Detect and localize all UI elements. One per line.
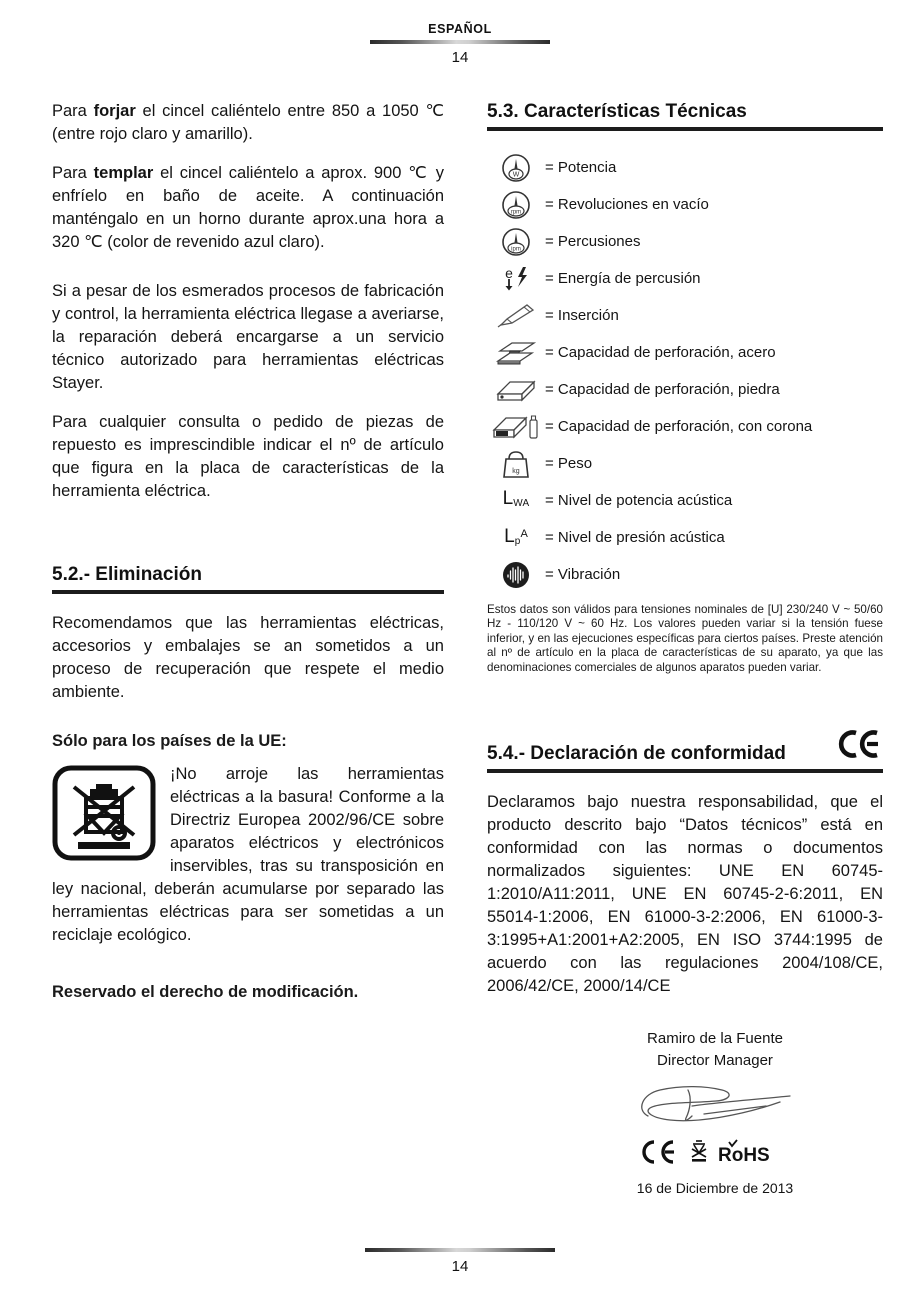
legend-label: = Capacidad de perforación, con corona — [545, 418, 813, 435]
legend-row — [487, 556, 883, 593]
declaration-paragraph: Declaramos bajo nuestra responsabilidad, que el producto descrito bajo “Datos técnicos” está en conformidad con las normas o documentos normalizados siguientes: UNE EN 60745-1:2010/A11:2011, UNE EN 60745-2-6:2011, EN 55014-1:2006, EN 61000-3-2:2006, EN 61000-3-3:1995+A1:2001+A2:2005, EN ISO 3744:1995 de acuerdo con las regulaciones 2004/108/CE, 2006/42/CE, 2000/14/CE — [487, 793, 883, 996]
signature-block — [487, 1028, 883, 1198]
legend-row — [487, 334, 883, 371]
legend-row — [487, 445, 883, 482]
lwa-symbol: $L_{WA}$ — [502, 487, 530, 509]
legend-row — [487, 260, 883, 297]
legend-row — [487, 149, 883, 186]
right-column — [487, 100, 883, 1198]
weee-bin-icon — [52, 765, 156, 866]
compliance-marks — [547, 1137, 883, 1172]
section-52-rule — [52, 590, 444, 594]
section-53-heading — [487, 100, 883, 124]
reserved-rights-note: Reservado el derecho de modificación. — [52, 983, 359, 1001]
fine-print-note: Estos datos son válidos para tensiones nominales de [U] 230/240 V ~ 50/60 Hz - 110/120 V ~ 60 Hz. Los valores pueden variar si la tensión fuese inferior, y en las ejecuciones específicas para ciertos países. Preste atención al nº de artículo en la placa de características de su aparato, ya que las denominaciones comerciales de algunos aparatos pueden variar. — [487, 603, 883, 674]
section-52-heading — [52, 563, 444, 587]
eu-countries-heading: Sólo para los países de la UE: — [52, 732, 287, 750]
stone-block-icon — [487, 374, 545, 406]
power-gauge-icon — [487, 152, 545, 184]
page-header — [0, 22, 920, 66]
legend-row — [487, 186, 883, 223]
legend-row — [487, 408, 883, 445]
legend-row — [487, 519, 883, 556]
handwritten-signature — [547, 1076, 883, 1135]
legend-row — [487, 223, 883, 260]
paragraph-forjar — [52, 100, 444, 146]
section-54-rule — [487, 769, 883, 773]
legend-row — [487, 371, 883, 408]
svg-text:RoHS: RoHS — [718, 1145, 770, 1167]
legend-label: = Peso — [545, 455, 593, 472]
templar-lead: Para — [52, 164, 94, 182]
legend-label: = Energía de percusión — [545, 270, 701, 287]
vibration-icon — [487, 560, 545, 590]
header-page-number: 14 — [451, 49, 469, 66]
paragraph-recomendamos: Recomendamos que las herramientas eléctricas, accesorios y embalajes se an sometidos a un proceso de recuperación que respete el medio ambiente. — [52, 614, 444, 701]
paragraph-averia: Si a pesar de los esmerados procesos de fabricación y control, la herramienta eléctrica llegase a averiarse, la reparación deberá encargarse a un servicio técnico autorizado para herramientas eléctricas Stayer. — [52, 282, 444, 392]
svg-text:e: e — [505, 264, 513, 281]
symbol-legend — [487, 149, 883, 593]
core-bit-icon — [487, 410, 545, 444]
legend-label: = Capacidad de perforación, acero — [545, 344, 776, 361]
svg-text:W: W — [512, 171, 520, 178]
lpa-symbol: $L_p^A$ — [504, 525, 528, 547]
chisel-insertion-icon — [487, 301, 545, 331]
footer-page-number: 14 — [451, 1258, 469, 1275]
forjar-keyword: forjar — [93, 102, 136, 120]
section-53-rule — [487, 127, 883, 131]
legend-label: = Nivel de presión acústica — [545, 529, 725, 546]
weight-icon — [487, 447, 545, 481]
signer-name: Ramiro de la Fuente — [647, 1030, 783, 1048]
ipm-gauge-icon — [487, 226, 545, 258]
templar-keyword: templar — [93, 164, 154, 182]
svg-text:rpm: rpm — [510, 209, 522, 215]
declaration-date: 16 de Diciembre de 2013 — [636, 1180, 794, 1197]
page-footer — [0, 1244, 920, 1275]
legend-label: = Percusiones — [545, 233, 641, 250]
ce-mark-icon — [837, 729, 883, 766]
legend-row — [487, 482, 883, 519]
forjar-lead: Para — [52, 102, 94, 120]
impact-energy-icon — [487, 263, 545, 295]
sound-power-symbol — [487, 489, 545, 513]
signer-title: Director Manager — [657, 1052, 773, 1070]
legend-label: = Revoluciones en vacío — [545, 196, 709, 213]
paragraph-repuesto: Para cualquier consulta o pedido de piezas de repuesto es imprescindible indicar el nº de artículo que figura en la placa de características de la herramienta eléctrica. — [52, 413, 444, 500]
section-54-title: 5.4.- Declaración de conformidad — [487, 743, 786, 765]
footer-divider — [365, 1248, 555, 1252]
legend-label: = Vibración — [545, 566, 621, 583]
legend-label: = Capacidad de perforación, piedra — [545, 381, 780, 398]
sound-pressure-symbol — [487, 525, 545, 551]
left-column — [52, 100, 444, 1014]
paragraph-templar — [52, 162, 444, 254]
legend-label: = Inserción — [545, 307, 619, 324]
section-52-title: 5.2.- Eliminación — [52, 564, 202, 585]
templar-rest: el cincel caliéntelo a aprox. 900 ℃ y enfríelo en baño de aceite. A continuación manténgalo en un horno durante aprox.una hora a 320 ℃ (color de revenido azul claro). — [52, 164, 444, 251]
svg-text:ipm: ipm — [511, 246, 521, 252]
svg-text:kg: kg — [512, 467, 520, 475]
header-divider — [370, 40, 550, 44]
steel-beam-icon — [487, 337, 545, 369]
rpm-gauge-icon — [487, 189, 545, 221]
section-53-title: 5.3. Características Técnicas — [487, 101, 747, 122]
language-label: ESPAÑOL — [428, 22, 492, 36]
legend-label: = Nivel de potencia acústica — [545, 492, 733, 509]
section-54-heading — [487, 729, 883, 766]
forjar-rest: el cincel caliéntelo entre 850 a 1050 ℃ (entre rojo claro y amarillo). — [52, 102, 444, 143]
weee-paragraph: ¡No arroje las herramientas eléctricas a la basura! Conforme a la Directriz Europea 2002/96/CE sobre aparatos eléctricos y electrónicos inservibles, tras su transposición en ley nacional, deberán acumularse por separado las herramientas eléctricas para ser sometidas a un reciclaje ecológico. — [52, 765, 444, 944]
legend-label: = Potencia — [545, 159, 617, 176]
legend-row — [487, 297, 883, 334]
